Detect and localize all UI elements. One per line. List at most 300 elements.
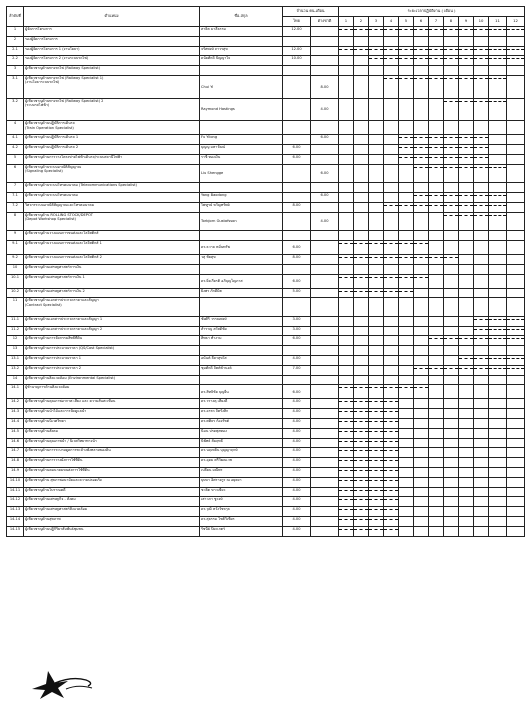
cell-no: 14.8 — [7, 458, 24, 468]
month-cell-11 — [489, 274, 507, 288]
month-cell-2 — [354, 240, 369, 254]
month-cell-7 — [429, 419, 444, 429]
position-line: (Contract Specialist) — [25, 302, 62, 307]
month-cell-7 — [429, 336, 444, 346]
month-cell-8 — [444, 164, 459, 182]
cell-foreign — [311, 27, 339, 37]
cell-no: 4 — [7, 121, 24, 135]
month-cell-7 — [429, 264, 444, 274]
schedule-bar — [354, 243, 368, 244]
month-cell-2 — [354, 385, 369, 399]
month-cell-8 — [444, 240, 459, 254]
cell-no: 7.2 — [7, 202, 24, 212]
cell-position — [24, 375, 200, 385]
cell-name: ไพฑูรย์ ขวัญทรัพย์ — [200, 202, 283, 212]
cell-thai — [283, 375, 311, 385]
month-cell-10 — [474, 121, 489, 135]
cell-no: 5 — [7, 155, 24, 165]
cell-name: Yang Baodong — [200, 193, 283, 203]
month-cell-1 — [339, 428, 354, 438]
month-cell-6 — [414, 98, 429, 121]
month-cell-4 — [384, 336, 399, 346]
month-cell-12 — [507, 316, 525, 326]
month-cell-10 — [474, 375, 489, 385]
month-cell-11 — [489, 438, 507, 448]
schedule-bar — [339, 519, 353, 520]
month-cell-6 — [414, 212, 429, 230]
position-line: ผู้เชี่ยวชาญด้าน สุขภาพอนามัยและความปลอดภัย — [25, 477, 102, 482]
header-no: ลำดับที่ — [7, 7, 24, 27]
month-cell-4 — [384, 507, 399, 517]
schedule-bar — [474, 157, 488, 158]
month-cell-10 — [474, 316, 489, 326]
month-cell-7 — [429, 27, 444, 37]
table-row — [7, 202, 525, 212]
month-cell-6 — [414, 36, 429, 46]
cell-no: 14.4 — [7, 419, 24, 429]
schedule-bar — [414, 387, 428, 388]
cell-position — [24, 385, 200, 399]
schedule-bar — [414, 257, 428, 258]
schedule-bar — [399, 78, 413, 79]
table-row — [7, 75, 525, 98]
month-cell-5 — [399, 355, 414, 365]
month-cell-6 — [414, 121, 429, 135]
month-cell-12 — [507, 193, 525, 203]
cell-position — [24, 288, 200, 298]
table-row — [7, 365, 525, 375]
cell-name: ชัยศิริ วรรณพงษ์ — [200, 316, 283, 326]
table-row — [7, 355, 525, 365]
cell-position — [24, 193, 200, 203]
month-cell-12 — [507, 231, 525, 241]
schedule-bar — [459, 78, 473, 79]
month-cell-6 — [414, 428, 429, 438]
schedule-bar — [384, 257, 398, 258]
table-row — [7, 477, 525, 487]
month-cell-3 — [369, 240, 384, 254]
schedule-bar — [444, 167, 458, 168]
month-cell-2 — [354, 468, 369, 478]
cell-name: สำราญ สวัสดิ์ชัย — [200, 326, 283, 336]
cell-no: 8 — [7, 212, 24, 230]
month-cell-3 — [369, 326, 384, 336]
schedule-bar — [474, 29, 488, 30]
month-cell-10 — [474, 438, 489, 448]
month-cell-5 — [399, 254, 414, 264]
month-cell-7 — [429, 75, 444, 98]
table-body — [7, 27, 525, 537]
month-cell-1 — [339, 274, 354, 288]
schedule-bar — [399, 147, 413, 148]
header-month-6: 6 — [414, 17, 429, 27]
month-cell-5 — [399, 274, 414, 288]
cell-thai — [283, 212, 311, 230]
month-cell-9 — [459, 375, 474, 385]
month-cell-9 — [459, 458, 474, 468]
month-cell-9 — [459, 27, 474, 37]
cell-no: 13.1 — [7, 355, 24, 365]
month-cell-1 — [339, 56, 354, 66]
month-cell-10 — [474, 448, 489, 458]
schedule-bar — [354, 441, 368, 442]
month-cell-7 — [429, 458, 444, 468]
cell-foreign — [311, 419, 339, 429]
position-line: (งานโยธาระบบรถไฟ) — [25, 80, 60, 85]
month-cell-6 — [414, 66, 429, 76]
month-cell-5 — [399, 27, 414, 37]
cell-name: ชุมศักดิ์ จิตต์ข้านงค์ — [200, 365, 283, 375]
cell-foreign — [311, 375, 339, 385]
month-cell-1 — [339, 164, 354, 182]
signature-stamp — [28, 667, 100, 701]
month-cell-4 — [384, 145, 399, 155]
cell-position — [24, 346, 200, 356]
month-cell-8 — [444, 254, 459, 264]
schedule-bar — [489, 78, 506, 79]
position-line: (Signaling Specialist) — [25, 169, 63, 174]
cell-foreign — [311, 438, 339, 448]
month-cell-1 — [339, 336, 354, 346]
month-cell-12 — [507, 75, 525, 98]
schedule-bar — [444, 58, 458, 59]
month-cell-2 — [354, 288, 369, 298]
cell-no: 14.9 — [7, 468, 24, 478]
month-cell-9 — [459, 399, 474, 409]
month-cell-3 — [369, 75, 384, 98]
month-cell-2 — [354, 46, 369, 56]
schedule-bar — [489, 49, 506, 50]
header-month-10: 10 — [474, 17, 489, 27]
month-cell-2 — [354, 497, 369, 507]
month-cell-9 — [459, 487, 474, 497]
month-cell-5 — [399, 75, 414, 98]
month-cell-11 — [489, 468, 507, 478]
month-cell-7 — [429, 298, 444, 316]
schedule-bar — [369, 490, 383, 491]
month-cell-12 — [507, 375, 525, 385]
position-line: ผู้เชี่ยวชาญด้าน ROLLING STOCK/DEPOT — [25, 212, 93, 217]
month-cell-12 — [507, 135, 525, 145]
month-cell-2 — [354, 66, 369, 76]
cell-foreign: 4.00 — [311, 98, 339, 121]
month-cell-7 — [429, 121, 444, 135]
month-cell-5 — [399, 385, 414, 399]
month-cell-1 — [339, 155, 354, 165]
month-cell-11 — [489, 355, 507, 365]
cell-name — [200, 375, 283, 385]
schedule-bar — [339, 441, 353, 442]
month-cell-5 — [399, 326, 414, 336]
header-month-11: 11 — [489, 17, 507, 27]
month-cell-6 — [414, 419, 429, 429]
month-cell-1 — [339, 231, 354, 241]
month-cell-5 — [399, 46, 414, 56]
position-line: ผู้เชี่ยวชาญด้านปฏิบัติการเดินรถ 1 — [25, 135, 79, 140]
position-line: ผู้เชี่ยวชาญด้านทางรถไฟ (Railway Specialist) — [25, 66, 101, 71]
schedule-bar — [354, 529, 368, 530]
position-line: ผู้เชี่ยวชาญด้านสังคม — [25, 428, 58, 433]
cell-name: เสาวภา ซูวงษ์ — [200, 497, 283, 507]
month-cell-3 — [369, 517, 384, 527]
cell-position — [24, 155, 200, 165]
month-cell-7 — [429, 193, 444, 203]
schedule-bar — [384, 277, 398, 278]
cell-name: สิทธา ทำงาม — [200, 336, 283, 346]
month-cell-2 — [354, 458, 369, 468]
month-cell-5 — [399, 507, 414, 517]
position-line: ผู้เชี่ยวชาญด้านปฏิกิริยาสัมพันธ์ชุมชน — [25, 526, 84, 531]
schedule-bar — [369, 499, 383, 500]
month-cell-11 — [489, 448, 507, 458]
cell-position — [24, 121, 200, 135]
cell-name: ดร.วุฒิ หวังวัชรกุล — [200, 507, 283, 517]
schedule-bar — [384, 58, 398, 59]
header-month-4: 4 — [384, 17, 399, 27]
table-row — [7, 526, 525, 536]
month-cell-8 — [444, 487, 459, 497]
month-cell-2 — [354, 212, 369, 230]
cell-thai: 4.00 — [283, 458, 311, 468]
month-cell-7 — [429, 497, 444, 507]
month-cell-10 — [474, 36, 489, 46]
month-cell-4 — [384, 66, 399, 76]
position-line: ผู้เชี่ยวชาญด้านวางแผนการขนส่งและโลจิสติกส์ 1 — [25, 240, 102, 245]
month-cell-9 — [459, 145, 474, 155]
schedule-bar — [507, 329, 524, 330]
month-cell-10 — [474, 98, 489, 121]
month-cell-1 — [339, 27, 354, 37]
cell-thai — [283, 98, 311, 121]
month-cell-5 — [399, 477, 414, 487]
cell-foreign — [311, 274, 339, 288]
month-cell-1 — [339, 36, 354, 46]
month-cell-8 — [444, 428, 459, 438]
month-cell-4 — [384, 36, 399, 46]
schedule-bar — [489, 195, 506, 196]
month-cell-10 — [474, 458, 489, 468]
cell-thai: 4.00 — [283, 438, 311, 448]
cell-foreign — [311, 477, 339, 487]
cell-foreign — [311, 336, 339, 346]
position-line: ผู้เชี่ยวชาญด้านเศรษฐศาสตร์การเงิน 2 — [25, 288, 85, 293]
month-cell-3 — [369, 183, 384, 193]
cell-thai: 6.00 — [283, 240, 311, 254]
month-cell-6 — [414, 507, 429, 517]
month-cell-6 — [414, 240, 429, 254]
cell-thai: 4.00 — [283, 497, 311, 507]
schedule-bar — [474, 58, 488, 59]
month-cell-10 — [474, 27, 489, 37]
table-row — [7, 183, 525, 193]
cell-foreign — [311, 298, 339, 316]
month-cell-5 — [399, 468, 414, 478]
month-cell-3 — [369, 438, 384, 448]
month-cell-11 — [489, 346, 507, 356]
cell-position — [24, 274, 200, 288]
month-cell-10 — [474, 254, 489, 264]
month-cell-2 — [354, 477, 369, 487]
month-cell-4 — [384, 98, 399, 121]
month-cell-11 — [489, 27, 507, 37]
table-row — [7, 155, 525, 165]
month-cell-6 — [414, 298, 429, 316]
cell-name: ดร.อุดม ศรีวัฒนเวช — [200, 458, 283, 468]
month-cell-9 — [459, 316, 474, 326]
month-cell-8 — [444, 75, 459, 98]
cell-position — [24, 336, 200, 346]
cell-name: ดร.ธวาล หมั่นทรัพ — [200, 240, 283, 254]
cell-no: 1 — [7, 27, 24, 37]
cell-name: ดร.สิทธิชัย บุญยืน — [200, 385, 283, 399]
month-cell-8 — [444, 316, 459, 326]
table-row — [7, 36, 525, 46]
schedule-bar — [339, 257, 353, 258]
position-line: ผู้เชี่ยวชาญด้านเศรษฐกิจ - สังคม — [25, 497, 76, 502]
schedule-bar — [369, 387, 383, 388]
cell-position — [24, 145, 200, 155]
cell-foreign — [311, 385, 339, 399]
month-cell-3 — [369, 468, 384, 478]
month-cell-12 — [507, 36, 525, 46]
position-line: ผู้เชี่ยวชาญด้านการระบายดูดการชะล้างพังทลายของดิน — [25, 448, 111, 453]
schedule-bar — [429, 195, 443, 196]
cell-position — [24, 438, 200, 448]
cell-no: 9.2 — [7, 254, 24, 264]
schedule-bar — [354, 411, 368, 412]
month-cell-12 — [507, 274, 525, 288]
cell-thai: 3.00 — [283, 326, 311, 336]
month-cell-11 — [489, 375, 507, 385]
month-cell-6 — [414, 375, 429, 385]
month-cell-11 — [489, 121, 507, 135]
cell-foreign — [311, 487, 339, 497]
month-cell-8 — [444, 183, 459, 193]
header-month-1: 1 — [339, 17, 354, 27]
cell-name: ดร.สุธรรม โชติวิเชียร — [200, 517, 283, 527]
header-month-9: 9 — [459, 17, 474, 27]
month-cell-3 — [369, 254, 384, 264]
table-row — [7, 27, 525, 37]
month-cell-2 — [354, 487, 369, 497]
month-cell-3 — [369, 385, 384, 399]
month-cell-12 — [507, 428, 525, 438]
month-cell-9 — [459, 526, 474, 536]
schedule-bar — [444, 257, 458, 258]
cell-foreign — [311, 231, 339, 241]
schedule-bar — [489, 329, 506, 330]
month-cell-8 — [444, 193, 459, 203]
month-cell-9 — [459, 298, 474, 316]
month-cell-5 — [399, 448, 414, 458]
month-cell-7 — [429, 66, 444, 76]
schedule-bar — [444, 147, 458, 148]
month-cell-2 — [354, 298, 369, 316]
table-row — [7, 145, 525, 155]
month-cell-9 — [459, 336, 474, 346]
month-cell-1 — [339, 477, 354, 487]
month-cell-4 — [384, 355, 399, 365]
month-cell-3 — [369, 497, 384, 507]
month-cell-1 — [339, 98, 354, 121]
month-cell-4 — [384, 46, 399, 56]
month-cell-2 — [354, 365, 369, 375]
table-header — [7, 7, 525, 27]
month-cell-3 — [369, 298, 384, 316]
month-cell-9 — [459, 36, 474, 46]
month-cell-10 — [474, 46, 489, 56]
month-cell-4 — [384, 193, 399, 203]
cell-position — [24, 487, 200, 497]
table-row — [7, 98, 525, 121]
month-cell-3 — [369, 428, 384, 438]
month-cell-1 — [339, 183, 354, 193]
cell-foreign: 6.00 — [311, 193, 339, 203]
table-row — [7, 288, 525, 298]
month-cell-5 — [399, 66, 414, 76]
month-cell-5 — [399, 121, 414, 135]
month-cell-2 — [354, 56, 369, 66]
month-cell-9 — [459, 121, 474, 135]
month-cell-7 — [429, 326, 444, 336]
schedule-bar — [339, 460, 353, 461]
table-row — [7, 164, 525, 182]
schedule-bar — [489, 101, 506, 102]
month-cell-1 — [339, 254, 354, 264]
month-cell-12 — [507, 409, 525, 419]
month-cell-11 — [489, 145, 507, 155]
position-line: ผู้เชี่ยวชาญด้านเอกสารประกวดราคาและสัญญา 1 — [25, 316, 103, 321]
month-cell-1 — [339, 517, 354, 527]
schedule-bar — [354, 509, 368, 510]
cell-position — [24, 298, 200, 316]
cell-position — [24, 468, 200, 478]
month-cell-7 — [429, 240, 444, 254]
month-cell-1 — [339, 399, 354, 409]
month-cell-4 — [384, 448, 399, 458]
month-cell-8 — [444, 202, 459, 212]
position-line: ผู้เชี่ยวชาญด้านวางแผนการขนส่งและโลจิสติกส์ — [25, 231, 99, 236]
cell-no: 11.1 — [7, 316, 24, 326]
month-cell-3 — [369, 409, 384, 419]
month-cell-8 — [444, 346, 459, 356]
schedule-bar — [429, 78, 443, 79]
cell-name: สาธิต มาลีธรรม — [200, 27, 283, 37]
table-row — [7, 375, 525, 385]
month-cell-3 — [369, 164, 384, 182]
month-cell-10 — [474, 288, 489, 298]
schedule-bar — [384, 78, 398, 79]
month-cell-7 — [429, 468, 444, 478]
cell-position — [24, 164, 200, 182]
schedule-bar — [369, 277, 383, 278]
month-cell-9 — [459, 254, 474, 264]
header-month-7: 7 — [429, 17, 444, 27]
month-cell-10 — [474, 164, 489, 182]
month-cell-8 — [444, 468, 459, 478]
schedule-bar — [459, 29, 473, 30]
cell-name: ดร.วรางคุ เสียงดี — [200, 399, 283, 409]
schedule-bar — [339, 29, 353, 30]
cell-thai — [283, 36, 311, 46]
month-cell-6 — [414, 193, 429, 203]
schedule-bar — [339, 529, 353, 530]
cell-name: ยิ่งพร ภักดีมิต — [200, 288, 283, 298]
month-cell-2 — [354, 336, 369, 346]
month-cell-11 — [489, 399, 507, 409]
month-cell-10 — [474, 264, 489, 274]
month-cell-1 — [339, 355, 354, 365]
